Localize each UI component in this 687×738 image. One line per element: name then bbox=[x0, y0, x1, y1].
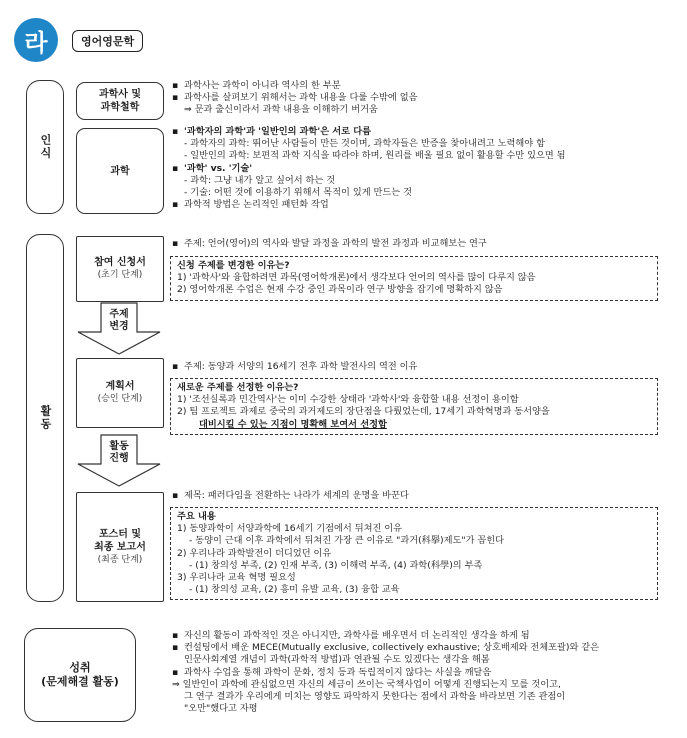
arrow-activity-progress-label bbox=[96, 441, 142, 465]
section-activity-label: 활동 bbox=[39, 405, 52, 431]
stage3-content-2: - 동양이 근대 이후 과학에서 뒤쳐진 가장 큰 이유로 "과거(科擧)제도"가 꼽힌다 bbox=[189, 535, 505, 547]
section-result bbox=[24, 628, 136, 722]
stage-plan bbox=[76, 358, 164, 428]
arrow1-line1: 주제 bbox=[109, 309, 129, 320]
science-notes bbox=[172, 126, 566, 211]
page-title: 영어영문학 bbox=[72, 30, 143, 52]
stage3-content-1: 1) 동양과학이 서양과학에 16세기 기점에서 뒤쳐진 이유 bbox=[177, 523, 403, 535]
result-note-7: "오만"했다고 자평 bbox=[184, 703, 258, 715]
section-activity bbox=[26, 234, 64, 602]
science-note-1: ▪ '과학자의 과학'과 '일반인의 과학'은 서로 다름 bbox=[172, 126, 566, 138]
stage-final-sub: (최종 단계) bbox=[97, 554, 143, 565]
result-note-5: ⇒ 일반인이 과학에 관심없으면 자신의 세금이 쓰이는 국책사업이 어떻게 진행되는지 모를 것이고, bbox=[172, 678, 561, 690]
history-notes bbox=[172, 80, 417, 117]
result-note-2: ▪ 컨설팅에서 배운 MECE(Mutually exclusive, collectively exhaustive; 상호배제와 전체포괄)와 같은 bbox=[172, 642, 599, 654]
stage2-reason-box bbox=[170, 378, 658, 435]
stage2-reason-2: 2) 팀 프로젝트 과제로 중국의 과거제도의 장단점을 다뤘었는데, 17세기 과학혁명과 동서양을 bbox=[177, 406, 550, 418]
stage2-reason-title: 새로운 주제를 선정한 이유는? bbox=[177, 382, 299, 393]
arrow-topic-change-label bbox=[96, 309, 142, 333]
stage3-topic bbox=[172, 490, 409, 502]
stage1-reason-2: 2) 영어학개론 수업은 현재 수강 중인 과목이라 연구 방향을 잡기에 명확하지 않음 bbox=[177, 284, 503, 296]
science-note-5: - 과학: 그냥 내가 알고 싶어서 하는 것 bbox=[184, 174, 336, 186]
box-science bbox=[76, 128, 164, 214]
stage-application-title: 참여 신청서 bbox=[94, 257, 146, 268]
science-note-7: ▪ 과학적 방법은 논리적인 패턴화 작업 bbox=[172, 199, 566, 211]
result-note-4: ▪ 과학사 수업을 통해 과학이 문화, 정치 등과 독립적이지 않다는 사실을 깨달음 bbox=[172, 667, 599, 679]
stage-final-report bbox=[76, 492, 164, 602]
stage3-content-3: 2) 우리나라 과학발전이 더디었던 이유 bbox=[177, 547, 332, 559]
stage-final-title1: 포스터 및 bbox=[98, 528, 142, 540]
stage-application-sub: (초기 단계) bbox=[97, 270, 143, 280]
stage3-topic-text: ▪ 제목: 패러다임을 전환하는 나라가 세계의 운명을 바꾼다 bbox=[172, 490, 409, 502]
stage3-content-title: 주요 내용 bbox=[177, 511, 216, 522]
stage1-reason-box bbox=[170, 256, 658, 301]
section-recognition bbox=[26, 80, 64, 214]
stage-plan-sub: (승인 단계) bbox=[97, 394, 143, 404]
stage1-topic bbox=[172, 238, 487, 250]
result-note-3: 인문사회계열 개념이 과학(과학적 방법)과 연관될 수도 있겠다는 생각을 해봄 bbox=[184, 654, 490, 666]
stage3-content-5: 3) 우리나라 교육 혁명 필요성 bbox=[177, 572, 296, 584]
arrow2-line1: 활동 bbox=[109, 441, 129, 452]
science-note-3: - 일반인의 과학: 보편적 과학 지식을 따라야 하며, 원리를 배울 필요 없이 활용할 수만 있으면 됨 bbox=[184, 150, 566, 162]
result-note-1: ▪ 자신의 활동이 과학적인 것은 아니지만, 과학사를 배우면서 더 논리적인 생각을 하게 됨 bbox=[172, 630, 599, 642]
stage-application bbox=[76, 236, 164, 302]
result-notes bbox=[172, 630, 599, 715]
section-recognition-label: 인식 bbox=[39, 134, 52, 160]
box-history-line1: 과학사 및 bbox=[98, 89, 142, 100]
history-note-2: ▪ 과학사를 살펴보기 위해서는 과학 내용을 다룰 수밖에 없음 bbox=[172, 92, 417, 104]
stage2-topic-text: ▪ 주제: 동양과 서양의 16세기 전후 과학 발전사의 역전 이유 bbox=[172, 361, 417, 373]
section-result-subtitle: (문제해결 활동) bbox=[41, 675, 119, 688]
stage1-reason-title: 신청 주제를 변경한 이유는? bbox=[177, 260, 290, 271]
science-note-4: ▪ '과학' vs. '기술' bbox=[172, 163, 566, 175]
science-note-6: - 기술: 어떤 것에 이용하기 위해서 목적이 있게 만드는 것 bbox=[184, 187, 412, 199]
section-badge: 라 bbox=[14, 18, 58, 62]
stage-plan-title: 계획서 bbox=[105, 381, 135, 392]
box-science-label: 과학 bbox=[110, 165, 130, 177]
stage1-reason-1: 1) '과학사'와 융합하려면 과목(영어학개론)에서 생각보다 언어의 역사를 많이 다루지 않음 bbox=[177, 272, 536, 284]
stage3-content-4: - (1) 창의성 부족, (2) 인재 부족, (3) 이해력 부족, (4) 과학(科學)의 부족 bbox=[189, 559, 483, 571]
box-history-philosophy bbox=[76, 82, 164, 120]
result-note-6: 그 연구 결과가 우리에게 미치는 영향도 파악하지 못한다는 점에서 과학을 바라보면 기존 관점이 bbox=[184, 691, 566, 703]
history-note-3: ⇒ 문과 출신이라서 과학 내용을 이해하기 버거움 bbox=[184, 104, 378, 116]
stage2-topic bbox=[172, 361, 417, 373]
stage3-content-6: - (1) 창의성 교육, (2) 흥미 유발 교육, (3) 융합 교육 bbox=[189, 584, 400, 596]
stage-final-title2: 최종 보고서 bbox=[94, 541, 146, 553]
section-result-title: 성취 bbox=[69, 661, 91, 674]
stage1-topic-text: ▪ 주제: 언어(영어)의 역사와 발달 과정을 과학의 발전 과정과 비교해보는 연구 bbox=[172, 238, 487, 250]
stage2-reason-1: 1) '조선실록과 민간역사'는 이미 수강한 상태라 '과학사'와 융합할 내용 선정이 용이함 bbox=[177, 394, 519, 406]
box-history-line2: 과학철학 bbox=[100, 102, 140, 113]
arrow2-line2: 진행 bbox=[109, 453, 129, 464]
stage3-content-box bbox=[170, 507, 658, 600]
history-note-1: ▪ 과학사는 과학이 아니라 역사의 한 부분 bbox=[172, 80, 417, 92]
stage2-reason-3: 대비시킬 수 있는 지점이 명확해 보여서 선정함 bbox=[199, 418, 387, 430]
arrow1-line2: 변경 bbox=[109, 321, 129, 332]
science-note-2: - 과학자의 과학: 뛰어난 사람들이 만든 것이며, 과학자들은 반증을 찾아내려고 노력해야 함 bbox=[184, 138, 545, 150]
